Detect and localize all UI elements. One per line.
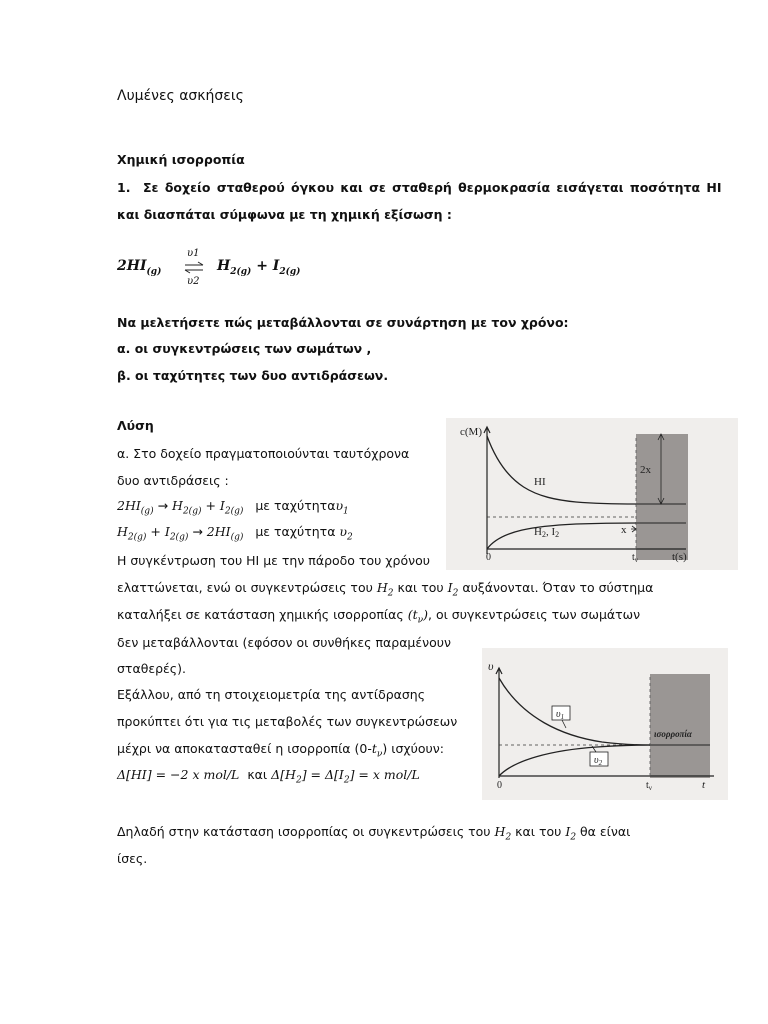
equation-left: $2HI_{(g)}$: [117, 258, 162, 277]
solution-p7: προκύπτει ότι για τις μεταβολές των συγκεντρώσεων: [117, 714, 458, 729]
problem-line-1-text: Σε δοχείο σταθερού όγκου και σε σταθερή θερμοκρασία εισάγεται ποσότητα HI: [143, 180, 722, 195]
equilibrium-shade: [636, 434, 688, 560]
v1-curve: [499, 678, 650, 745]
equilibrium-label: ισορροπία: [654, 729, 692, 739]
solution-p3: καταλήξει σε κατάσταση χημικής ισορροπίας $(t_\nu)$, οι συγκεντρώσεις των σωμάτων: [117, 607, 641, 626]
conclusion-line-2: ίσες.: [117, 851, 148, 866]
solution-p2: ελαττώνεται, ενώ οι συγκεντρώσεις του $H_2$ και του $I_2$ αυξάνονται. Όταν το σύστημα: [117, 580, 654, 599]
t-eq-label: $t_\nu$: [646, 780, 652, 792]
rate-backward-label: υ2: [187, 276, 200, 287]
question-b: β. οι ταχύτητες των δυο αντιδράσεων.: [117, 368, 389, 383]
x-axis-label: t: [702, 779, 706, 791]
v1-label: $\upsilon_1$: [556, 709, 565, 721]
hi-curve: [487, 436, 636, 504]
question-a: α. οι συγκεντρώσεις των σωμάτων ,: [117, 341, 372, 356]
v2-curve: [499, 745, 650, 776]
page-heading: Λυμένες ασκήσεις: [117, 88, 244, 104]
solution-p9: Δ[HI] = −2 x mol/L και $\Delta[H_2] = \Delta[I_2] = x$ mol/L: [117, 767, 420, 786]
reaction-1: $2HI_{(g)} \to H_{2(g)} + I_{2(g)}$ με ταχύτηταυ$_1$: [117, 498, 349, 517]
solution-p4: δεν μεταβάλλονται (εφόσον οι συνθήκες παραμένουν: [117, 635, 451, 650]
problem-line-2: και διασπάται σύμφωνα με τη χημική εξίσωση :: [117, 207, 452, 222]
origin-label: 0: [497, 780, 502, 791]
problem-line-1: [143, 180, 722, 195]
solution-p8: μέχρι να αποκατασταθεί η ισορροπία $(0-t_\nu)$ ισχύουν:: [117, 741, 444, 760]
chemical-equation: [117, 248, 327, 288]
x-axis-label: t(s): [672, 551, 687, 563]
products-curve-label: H2, I2: [534, 526, 560, 539]
solution-a-line-2: δυο αντιδράσεις :: [117, 473, 229, 488]
equilibrium-arrows-icon: [183, 261, 205, 275]
problem-number: 1.: [117, 180, 131, 195]
equilibrium-shade: [650, 674, 710, 778]
products-curve: [487, 523, 636, 549]
reaction-2: $H_{2(g)} + I_{2(g)} \to 2HI_{(g)}$ με ταχύτητα $\upsilon_2$: [117, 524, 353, 543]
question-intro: Να μελετήσετε πώς μεταβάλλονται σε συνάρτηση με τον χρόνο:: [117, 315, 569, 330]
hi-curve-label: HI: [534, 476, 546, 488]
y-axis-label: υ: [488, 659, 494, 673]
rate-forward-label: υ1: [187, 248, 200, 259]
solution-p5: σταθερές).: [117, 661, 186, 676]
solution-title: Λύση: [117, 418, 154, 433]
solution-p1: Η συγκέντρωση του HI με την πάροδο του χρόνου: [117, 553, 430, 568]
concentration-graph: [446, 418, 738, 570]
label-x: x: [621, 524, 627, 536]
section-title: Χημική ισορροπία: [117, 152, 245, 167]
solution-a-line-1: α. Στο δοχείο πραγματοποιούνται ταυτόχρονα: [117, 446, 410, 461]
v2-label: $\upsilon_2$: [594, 755, 603, 767]
origin-label: 0: [486, 552, 491, 563]
solution-p6: Εξάλλου, από τη στοιχειομετρία της αντίδρασης: [117, 687, 426, 702]
conclusion-line-1: Δηλαδή στην κατάσταση ισορροπίας οι συγκεντρώσεις του $H_2$ και του $I_2$ θα είναι: [117, 824, 631, 843]
t-eq-label: $t_\nu$: [632, 552, 638, 564]
equation-right: $H_{2(g)} + I_{2(g)}$: [217, 258, 301, 277]
label-2x: 2x: [640, 464, 651, 476]
rate-graph: [482, 648, 728, 800]
y-axis-label: c(M): [460, 426, 482, 438]
